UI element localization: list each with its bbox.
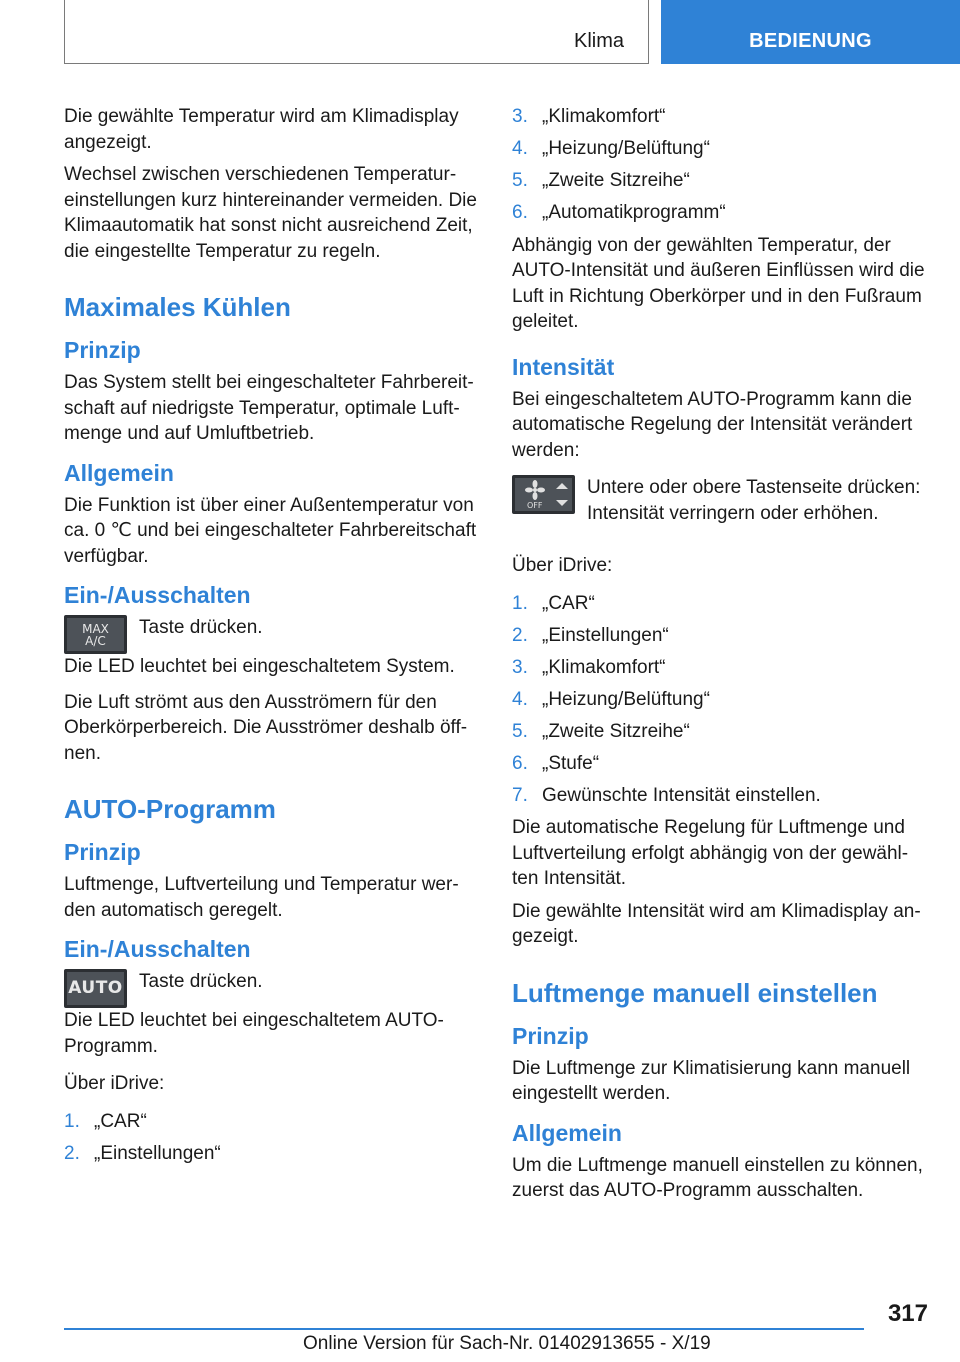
paragraph: Das System stellt bei eingeschalteter Fahrbereitschaft auf niedrigste Temperatur, optimale Luftmenge und auf Umluftbetrieb. — [64, 372, 474, 444]
header-chapter-tab — [661, 0, 960, 64]
heading-auto-programm: AUTO-Programm — [64, 794, 276, 824]
paragraph: Die LED leuchtet bei eingeschaltetem System. — [64, 656, 455, 677]
list-item: 6. „Stufe“ — [512, 752, 600, 774]
paragraph: Um die Luftmenge manuell einstellen zu können, zuerst das AUTO-Programm ausschalten. — [512, 1154, 923, 1201]
paragraph: Abhängig von der gewählten Temperatur, der AUTO-Intensität und äußeren Einflüssen wird die Luft in Richtung Oberkörper und in den Fußraum geleitet. — [512, 234, 925, 332]
paragraph: Die Luftmenge zur Klimatisierung kann manuell eingestellt werden. — [512, 1057, 911, 1104]
subheading-prinzip: Prinzip — [512, 1022, 589, 1049]
subheading-prinzip: Prinzip — [64, 839, 141, 865]
instruction-text: Taste drücken. — [139, 971, 263, 992]
footer-online-version: Online Version für Sach-Nr. 01402913655 - X/19 — [303, 1333, 711, 1354]
list-item: 3. „Klimakomfort“ — [512, 106, 666, 127]
subheading-allgemein: Allgemein — [512, 1119, 622, 1146]
auto-instruction — [64, 969, 480, 1008]
list-item: 6. „Automatikprogramm“ — [512, 202, 726, 223]
subheading-allgemein: Allgemein — [64, 459, 174, 486]
list-item: 5. „Zweite Sitzreihe“ — [512, 170, 690, 191]
paragraph: Die automatische Regelung für Luftmenge und Luftverteilung erfolgt abhängig von der gewählten Intensität. — [512, 817, 909, 889]
paragraph: Luftmenge, Luftverteilung und Temperatur werden automatisch geregelt. — [64, 874, 459, 921]
idrive-steps-list — [64, 1109, 480, 1167]
paragraph: Die LED leuchtet bei eingeschaltetem AUTO-Programm. — [64, 1010, 444, 1057]
list-item: 1. „CAR“ — [64, 1110, 147, 1132]
list-item: 4. „Heizung/Belüftung“ — [512, 688, 710, 710]
fan-intensity-button-icon — [512, 475, 575, 514]
list-item: 4. „Heizung/Belüftung“ — [512, 138, 710, 159]
list-item: 1. „CAR“ — [512, 592, 595, 614]
footer-divider — [64, 1328, 864, 1330]
maxac-instruction — [64, 615, 480, 654]
list-item: 3. „Klimakomfort“ — [512, 656, 666, 678]
paragraph: Die gewählte Intensität wird am Klimadisplay angezeigt. — [512, 900, 921, 947]
paragraph: Die Luft strömt aus den Ausströmern für den Oberkörperbereich. Die Ausströmer deshalb öffnen. — [64, 691, 468, 764]
paragraph: Wechsel zwischen verschiedenen Temperatureinstellungen kurz hintereinander vermeiden. Die Klimaautomatik hat sonst nicht ausreichend Zeit, die eingestellte Temperatur zu regeln. — [64, 164, 477, 262]
paragraph: Über iDrive: — [64, 1073, 165, 1094]
page-number: 317 — [887, 1300, 928, 1327]
header-section-title: Klima — [573, 30, 624, 52]
fan-off-label: OFF — [527, 501, 543, 510]
subheading-ein-ausschalten: Ein-/Ausschalten — [64, 582, 251, 608]
idrive-steps-list — [512, 591, 928, 809]
list-item: 2. „Einstellungen“ — [512, 624, 669, 646]
heading-maximales-kuehlen: Maximales Kühlen — [64, 292, 291, 322]
header-section-box — [64, 0, 649, 64]
paragraph: Über iDrive: — [512, 555, 613, 576]
paragraph: Die gewählte Temperatur wird am Klimadisplay angezeigt. — [64, 106, 459, 153]
max-ac-button-icon: MAX A/C — [64, 615, 127, 654]
list-item: 5. „Zweite Sitzreihe“ — [512, 720, 690, 742]
instruction-text: Untere oder obere Tastenseite drücken: Intensität verringern oder erhöhen. — [587, 477, 921, 524]
paragraph: Bei eingeschaltetem AUTO-Programm kann die automatische Regelung der Intensität verändert werden: — [512, 388, 913, 461]
list-item: 7. Gewünschte Intensität einstellen. — [512, 784, 821, 806]
idrive-steps-list — [512, 104, 928, 226]
paragraph: Die Funktion ist über einer Außentemperatur von ca. 0 ℃ und bei eingeschalteter Fahrbereitschaft verfügbar. — [64, 494, 477, 567]
list-item: 2. „Einstellungen“ — [64, 1142, 221, 1164]
auto-button-icon: AUTO — [64, 969, 127, 1008]
subheading-prinzip: Prinzip — [64, 337, 141, 363]
subheading-intensitaet: Intensität — [512, 353, 615, 380]
subheading-ein-ausschalten: Ein-/Ausschalten — [64, 936, 251, 962]
heading-luftmenge-manuell: Luftmenge manuell einstellen — [512, 977, 878, 1008]
instruction-text: Taste drücken. — [139, 617, 263, 638]
intensity-instruction — [512, 475, 928, 533]
left-column — [64, 104, 480, 1173]
fan-icon — [515, 478, 572, 511]
header-chapter-title: BEDIENUNG — [749, 30, 872, 52]
right-column — [512, 104, 928, 1211]
